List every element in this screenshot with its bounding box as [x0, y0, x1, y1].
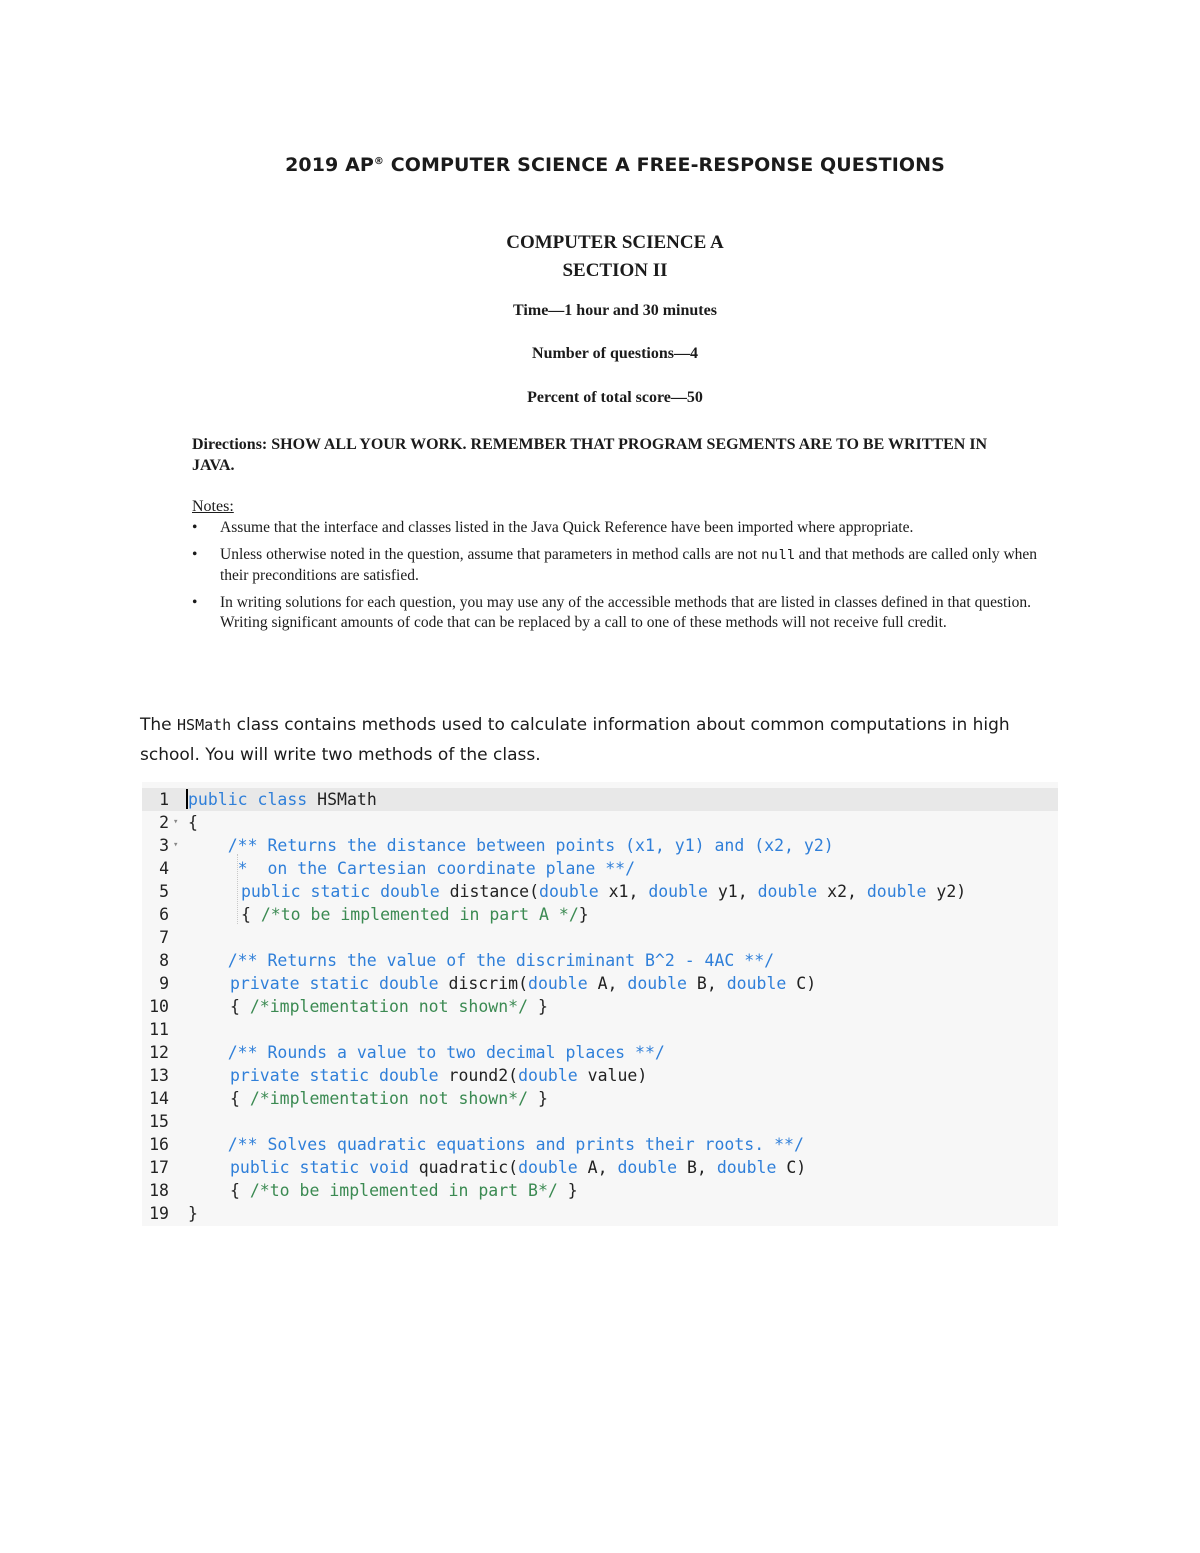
code-line	[142, 1202, 1058, 1225]
identifier: discrim(	[438, 974, 529, 993]
line-number: 9	[159, 974, 169, 993]
code-line	[142, 834, 1058, 857]
code-text	[230, 972, 816, 995]
keyword: public class	[188, 790, 308, 809]
code-text	[230, 1179, 578, 1202]
identifier: x1,	[598, 882, 649, 901]
intro-text: The	[140, 715, 178, 735]
code-comment: * on the Cartesian coordinate plane **/	[188, 859, 636, 878]
keyword: private static double	[230, 1066, 439, 1085]
brace: }	[557, 1181, 578, 1200]
brace: {	[230, 997, 250, 1016]
directions: Directions: SHOW ALL YOUR WORK. REMEMBER THAT PROGRAM SEGMENTS ARE TO BE WRITTEN IN JAVA.	[192, 436, 988, 474]
keyword: double	[648, 882, 708, 901]
page-title	[0, 154, 1200, 176]
keyword: double	[518, 1158, 578, 1177]
code-line	[142, 1087, 1058, 1110]
code-line	[142, 1156, 1058, 1179]
question-count: Number of questions—4	[532, 345, 698, 362]
line-number: 3	[159, 836, 169, 855]
section-number: SECTION II	[562, 260, 668, 281]
null-keyword: null	[761, 548, 795, 564]
keyword: public static void	[230, 1158, 409, 1177]
section-subject: COMPUTER SCIENCE A	[506, 232, 724, 253]
line-number: 15	[149, 1112, 169, 1131]
code-editor	[142, 782, 1058, 1226]
code-line	[142, 949, 1058, 972]
code-text	[188, 788, 377, 811]
identifier: distance(	[439, 882, 540, 901]
code-line	[142, 880, 1058, 903]
fold-arrow-icon[interactable]: ▾	[173, 840, 179, 850]
identifier: round2(	[438, 1066, 519, 1085]
identifier: HSMath	[307, 790, 377, 809]
code-line	[142, 1064, 1058, 1087]
code-line	[142, 926, 1058, 949]
identifier: A,	[587, 974, 628, 993]
identifier: C)	[786, 974, 817, 993]
code-text	[241, 903, 589, 926]
keyword: double	[518, 1066, 578, 1085]
registered-mark: ®	[373, 156, 385, 167]
brace: }	[528, 997, 548, 1016]
code-comment: /*to be implemented in part A */	[260, 905, 579, 924]
code-comment: /*to be implemented in part B*/	[249, 1181, 558, 1200]
identifier: y1,	[707, 882, 758, 901]
identifier: B,	[677, 1158, 717, 1177]
class-name: HSMath	[177, 716, 232, 734]
code-text	[230, 1064, 647, 1087]
time-limit: Time—1 hour and 30 minutes	[513, 302, 717, 319]
code-comment: /*implementation not shown*/	[249, 997, 529, 1016]
keyword: double	[539, 882, 599, 901]
code-comment: /*implementation not shown*/	[249, 1089, 529, 1108]
line-number: 7	[159, 928, 169, 947]
brace: }	[578, 905, 589, 924]
score-percent: Percent of total score—50	[527, 389, 703, 406]
code-text: }	[188, 1204, 198, 1223]
text-cursor	[186, 789, 188, 809]
code-line	[142, 857, 1058, 880]
brace: {	[241, 905, 261, 924]
code-line	[142, 1110, 1058, 1133]
intro-paragraph	[140, 710, 1060, 770]
line-number: 4	[159, 859, 169, 878]
indent-guide	[237, 854, 238, 924]
code-comment: /** Rounds a value to two decimal places **/	[188, 1043, 665, 1062]
code-line	[142, 788, 1058, 811]
keyword: double	[866, 882, 927, 901]
notes-label: Notes:	[192, 498, 234, 515]
line-number: 17	[149, 1158, 169, 1177]
line-number: 11	[149, 1020, 169, 1039]
keyword: double	[757, 882, 818, 901]
code-line	[142, 903, 1058, 926]
keyword: private static double	[230, 974, 439, 993]
brace: }	[528, 1089, 548, 1108]
fold-arrow-icon[interactable]: ▾	[173, 817, 179, 827]
intro-text: class contains methods used to calculate information about common computations in high school. You will write two methods of the class.	[140, 715, 1010, 765]
identifier: value)	[577, 1066, 648, 1085]
line-number: 5	[159, 882, 169, 901]
code-comment: /** Returns the value of the discriminant B^2 - 4AC **/	[188, 951, 775, 970]
line-number: 19	[149, 1204, 169, 1223]
note-item: • Assume that the interface and classes listed in the Java Quick Reference have been imported where appropriate.	[192, 518, 1052, 538]
line-number: 6	[159, 905, 169, 924]
keyword: double	[617, 1158, 678, 1177]
keyword: public static double	[241, 882, 440, 901]
line-number: 1	[159, 790, 169, 809]
line-number: 8	[159, 951, 169, 970]
code-comment: /** Returns the distance between points (x1, y1) and (x2, y2)	[188, 836, 834, 855]
identifier: quadratic(	[408, 1158, 519, 1177]
line-number: 12	[149, 1043, 169, 1062]
code-line	[142, 1179, 1058, 1202]
brace: {	[230, 1181, 250, 1200]
note-item: • In writing solutions for each question, you may use any of the accessible methods that are listed in classes defined in that question. Writing significant amounts of code that can be replaced by a call to one of these methods will not receive full credit.	[192, 593, 1052, 633]
line-number: 16	[149, 1135, 169, 1154]
note-item	[192, 545, 1052, 586]
keyword: double	[726, 974, 787, 993]
code-comment: /** Solves quadratic equations and prints their roots. **/	[188, 1135, 804, 1154]
identifier: A,	[577, 1158, 618, 1177]
keyword: double	[528, 974, 588, 993]
code-text: {	[188, 813, 198, 832]
code-text	[230, 1087, 548, 1110]
title-rest: COMPUTER SCIENCE A FREE-RESPONSE QUESTIONS	[384, 154, 945, 176]
notes-list	[192, 518, 1052, 640]
code-line	[142, 1018, 1058, 1041]
line-number: 14	[149, 1089, 169, 1108]
identifier: y2)	[926, 882, 967, 901]
line-number: 18	[149, 1181, 169, 1200]
line-number: 13	[149, 1066, 169, 1085]
code-line	[142, 972, 1058, 995]
identifier: B,	[687, 974, 727, 993]
identifier: C)	[776, 1158, 807, 1177]
identifier: x2,	[817, 882, 867, 901]
code-line	[142, 995, 1058, 1018]
section-heading	[0, 229, 1200, 285]
keyword: double	[716, 1158, 777, 1177]
line-number: 10	[149, 997, 169, 1016]
code-text	[230, 1156, 806, 1179]
title-prefix: 2019 AP	[285, 154, 374, 176]
code-line	[142, 1041, 1058, 1064]
line-number: 2	[159, 813, 169, 832]
code-line	[142, 811, 1058, 834]
code-line	[142, 1133, 1058, 1156]
note-text: and that methods are called only when their preconditions are satisfied.	[220, 546, 1038, 584]
code-text	[230, 995, 548, 1018]
keyword: double	[627, 974, 687, 993]
brace: {	[230, 1089, 250, 1108]
code-text	[241, 880, 966, 903]
note-text: Unless otherwise noted in the question, assume that parameters in method calls are not	[220, 546, 762, 563]
